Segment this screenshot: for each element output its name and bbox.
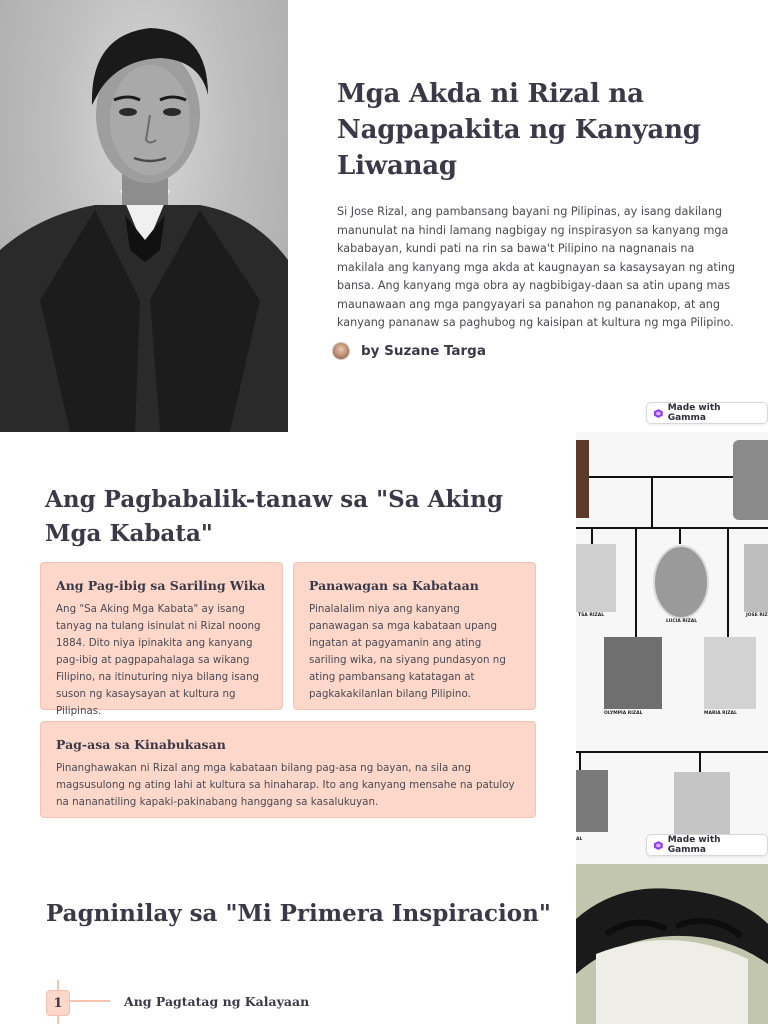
slide-1 [0, 0, 768, 432]
slide-3 [0, 864, 768, 1024]
gamma-logo-icon [654, 841, 663, 850]
tree-label: LUCIA RIZAL [666, 619, 698, 624]
tree-label: TSA RIZAL [578, 613, 605, 618]
card-title: Pag-asa sa Kinabukasan [56, 737, 226, 752]
tree-label: MARIA RIZAL [704, 711, 737, 716]
rizal-document-image [576, 864, 768, 1024]
author-avatar [332, 342, 350, 360]
tree-label: OLYMPIA RIZAL [604, 711, 643, 716]
made-with-gamma-button[interactable] [646, 402, 768, 424]
card-title: Panawagan sa Kabataan [309, 578, 479, 593]
page-title: Mga Akda ni Rizal na Nagpapakita ng Kanyang Liwanag [337, 79, 701, 181]
card-body: Pinalalalim niya ang kanyang panawagan sa mga kabataan upang ingatan at pagyamanin ang ating sariling wika, na siyang pundasyon ng ating pambansang katatagan at pagkakakilanlan bilang Pilipino. [309, 603, 506, 700]
section-title: Ang Pagbabalik-tanaw sa "Sa Aking Mga Kabata" [45, 486, 503, 547]
card-title: Ang Pag-ibig sa Sariling Wika [56, 578, 266, 593]
slide-2 [0, 432, 768, 864]
section-title: Pagninilay sa "Mi Primera Inspiracion" [46, 900, 551, 927]
made-with-gamma-button[interactable] [646, 834, 768, 856]
card-body: Pinanghawakan ni Rizal ang mga kabataan bilang pag-asa ng bayan, na sila ang magsusulong ng ating lahi at kultura sa hinaharap. Ito ang kanyang mensahe na patuloy na nananatiling kapaki-pakinabang hanggang sa kasalukuyan. [56, 762, 515, 808]
rizal-family-tree-image [576, 432, 768, 864]
timeline-number: 1 [46, 990, 70, 1016]
card-pag-ibig [40, 562, 283, 717]
gamma-badge-label: Made with Gamma [667, 403, 721, 423]
gamma-badge-label: Made with Gamma [667, 835, 721, 855]
card-body: Ang "Sa Aking Mga Kabata" ay isang tanyag na tulang isinulat ni Rizal noong 1884. Dito niya ipinakita ang kanyang pag-ibig at pagpapahalaga sa wikang Filipino, na itinuturing niya bilang isang suson ng kasaysayan at kultura ng Pilipinas. [56, 603, 261, 717]
gamma-logo-icon [654, 409, 663, 418]
timeline-item-title: Ang Pagtatag ng Kalayaan [124, 994, 310, 1009]
author-name: by Suzane Targa [361, 343, 486, 359]
tree-label: JOSE RIZ [746, 613, 768, 618]
card-panawagan [293, 562, 536, 710]
tree-label: AL [576, 837, 583, 842]
intro-paragraph: Si Jose Rizal, ang pambansang bayani ng Pilipinas, ay isang dakilang manunulat na hindi lamang nagbigay ng inspirasyon sa kanyang mga kababayan, kundi pati na rin sa bawa't Pilipino na nagnanais na makilala ang kanyang mga akda at kaugnayan sa kasaysayan ng ating bansa. Ang kanyang mga obra ay nagbibigay-daan sa atin upang mas maunawaan ang mga pangyayari sa panahon ng pananakop, at ang kanyang pananaw sa paghubog ng kaisipan at kultura ng mga Pilipino. [337, 205, 736, 329]
timeline-connector [70, 1000, 110, 1002]
card-pag-asa [40, 721, 536, 818]
rizal-portrait-image [0, 0, 288, 432]
author-byline [332, 342, 486, 360]
